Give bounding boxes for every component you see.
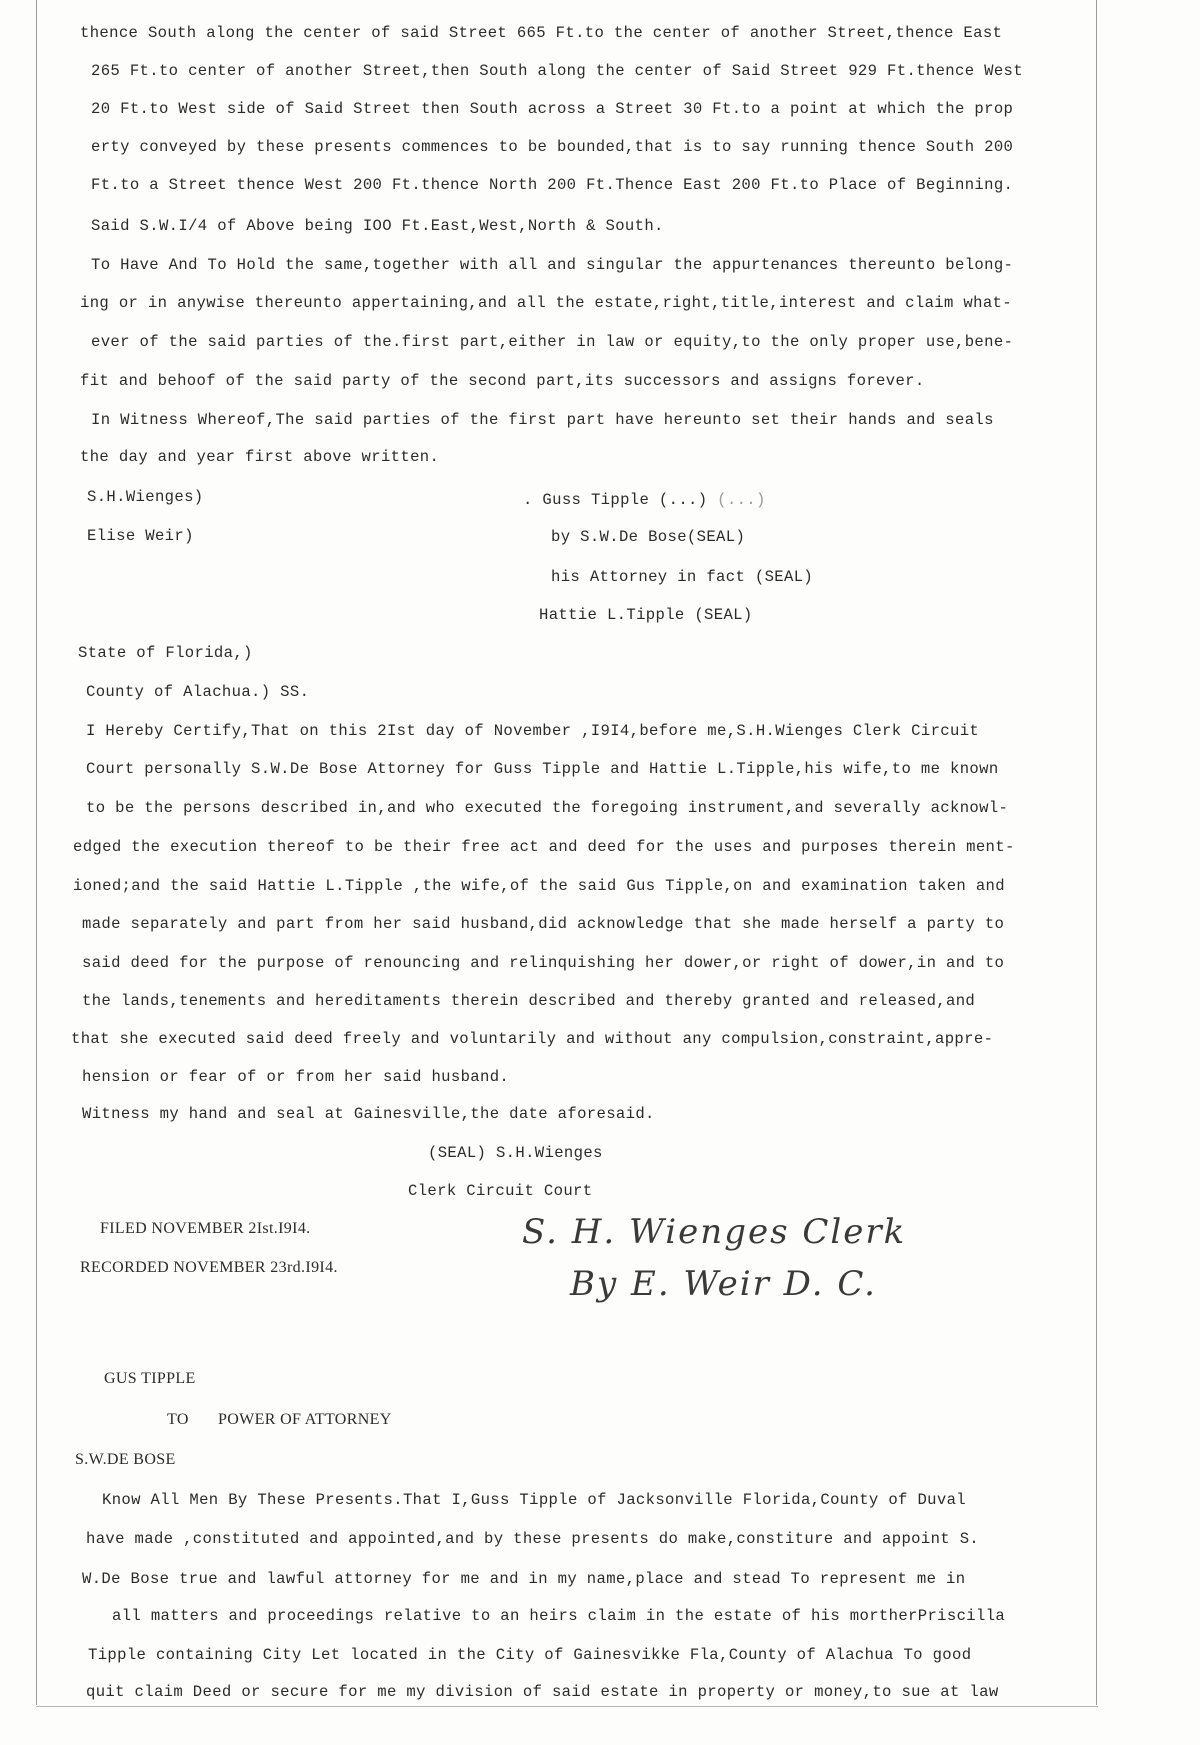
page-right-edge xyxy=(1096,0,1097,1705)
poa-line: Tipple containing City Let located in the City of Gainesvikke Fla,County of Alachua To good xyxy=(88,1646,972,1664)
deed-line: erty conveyed by these presents commences to be bounded,that is to say running thence South 200 xyxy=(91,138,1014,156)
page-left-edge xyxy=(36,0,37,1705)
filed-date: FILED NOVEMBER 2Ist.I9I4. xyxy=(100,1220,311,1237)
clerk-title: Clerk Circuit Court xyxy=(408,1182,593,1200)
clerk-name: (SEAL) S.H.Wienges xyxy=(428,1144,603,1162)
deed-line: 20 Ft.to West side of Said Street then South across a Street 30 Ft.to a point at which the prop xyxy=(91,100,1014,118)
deed-line: Ft.to a Street thence West 200 Ft.thence North 200 Ft.Thence East 200 Ft.to Place of Beginning. xyxy=(91,176,1014,194)
deed-line: In Witness Whereof,The said parties of the first part have hereunto set their hands and seals xyxy=(91,411,994,429)
handwritten-deputy-signature: By E. Weir D. C. xyxy=(570,1264,877,1304)
deed-line: 265 Ft.to center of another Street,then South along the center of Said Street 929 Ft.thence West xyxy=(91,62,1023,80)
poa-grantor: GUS TIPPLE xyxy=(104,1370,196,1387)
deed-line: ing or in anywise thereunto appertaining,and all the estate,right,title,interest and claim what- xyxy=(80,294,1012,312)
poa-line: have made ,constituted and appointed,and by these presents do make,constiture and appoint S. xyxy=(86,1530,980,1548)
ack-line: edged the execution thereof to be their free act and deed for the uses and purposes therein ment- xyxy=(73,838,1015,856)
ack-line: hension or fear of or from her said husband. xyxy=(82,1068,510,1086)
deed-line: the day and year first above written. xyxy=(80,448,440,466)
ack-line: ioned;and the said Hattie L.Tipple ,the wife,of the said Gus Tipple,on and examination taken and xyxy=(73,877,1005,895)
witness-name: Elise Weir) xyxy=(87,527,194,545)
signer-title: his Attorney in fact (SEAL) xyxy=(551,568,814,586)
ack-line: Court personally S.W.De Bose Attorney for Guss Tipple and Hattie L.Tipple,his wife,to me known xyxy=(86,760,999,778)
ack-line: made separately and part from her said husband,did acknowledge that she made herself a party to xyxy=(82,915,1005,933)
signer-name: Hattie L.Tipple (SEAL) xyxy=(539,606,753,624)
seal-mark: (...) xyxy=(717,491,766,509)
poa-grantee: S.W.DE BOSE xyxy=(75,1451,176,1468)
deed-line: To Have And To Hold the same,together with all and singular the appurtenances thereunto belong- xyxy=(91,256,1014,274)
deed-line: ever of the said parties of the.first part,either in law or equity,to the only proper use,bene- xyxy=(91,333,1014,351)
poa-instrument: POWER OF ATTORNEY xyxy=(218,1411,392,1428)
poa-line: W.De Bose true and lawful attorney for me and in my name,place and stead To represent me in xyxy=(82,1570,966,1588)
recorded-date: RECORDED NOVEMBER 23rd.I9I4. xyxy=(80,1259,338,1276)
signer-name: . Guss Tipple (...) (...) xyxy=(523,491,766,509)
ack-line: Witness my hand and seal at Gainesville,the date aforesaid. xyxy=(82,1105,655,1123)
venue-state: State of Florida,) xyxy=(78,644,253,662)
venue-county: County of Alachua.) SS. xyxy=(86,683,310,701)
page-bottom-edge xyxy=(36,1706,1098,1707)
ack-line: I Hereby Certify,That on this 2Ist day of November ,I9I4,before me,S.H.Wienges Clerk Circuit xyxy=(86,722,980,740)
ack-line: that she executed said deed freely and voluntarily and without any compulsion,constraint,appre- xyxy=(71,1030,994,1048)
ack-line: said deed for the purpose of renouncing and relinquishing her dower,or right of dower,in and to xyxy=(82,954,1005,972)
deed-line: Said S.W.I/4 of Above being IOO Ft.East,West,North & South. xyxy=(91,217,664,235)
signer-name: by S.W.De Bose(SEAL) xyxy=(551,528,746,546)
deed-line: thence South along the center of said Street 665 Ft.to the center of another Street,thence East xyxy=(80,24,1003,42)
witness-name: S.H.Wienges) xyxy=(87,488,204,506)
ack-line: to be the persons described in,and who executed the foregoing instrument,and severally acknowl- xyxy=(86,799,1009,817)
poa-line: Know All Men By These Presents.That I,Guss Tipple of Jacksonville Florida,County of Duval xyxy=(102,1491,966,1509)
poa-line: all matters and proceedings relative to an heirs claim in the estate of his mortherPriscilla xyxy=(112,1607,1006,1625)
ack-line: the lands,tenements and hereditaments therein described and thereby granted and released,and xyxy=(82,992,976,1010)
handwritten-clerk-signature: S. H. Wienges Clerk xyxy=(522,1212,907,1252)
deed-line: fit and behoof of the said party of the second part,its successors and assigns forever. xyxy=(80,372,925,390)
poa-line: quit claim Deed or secure for me my division of said estate in property or money,to sue at law xyxy=(86,1683,999,1701)
poa-to: TO xyxy=(167,1411,189,1428)
